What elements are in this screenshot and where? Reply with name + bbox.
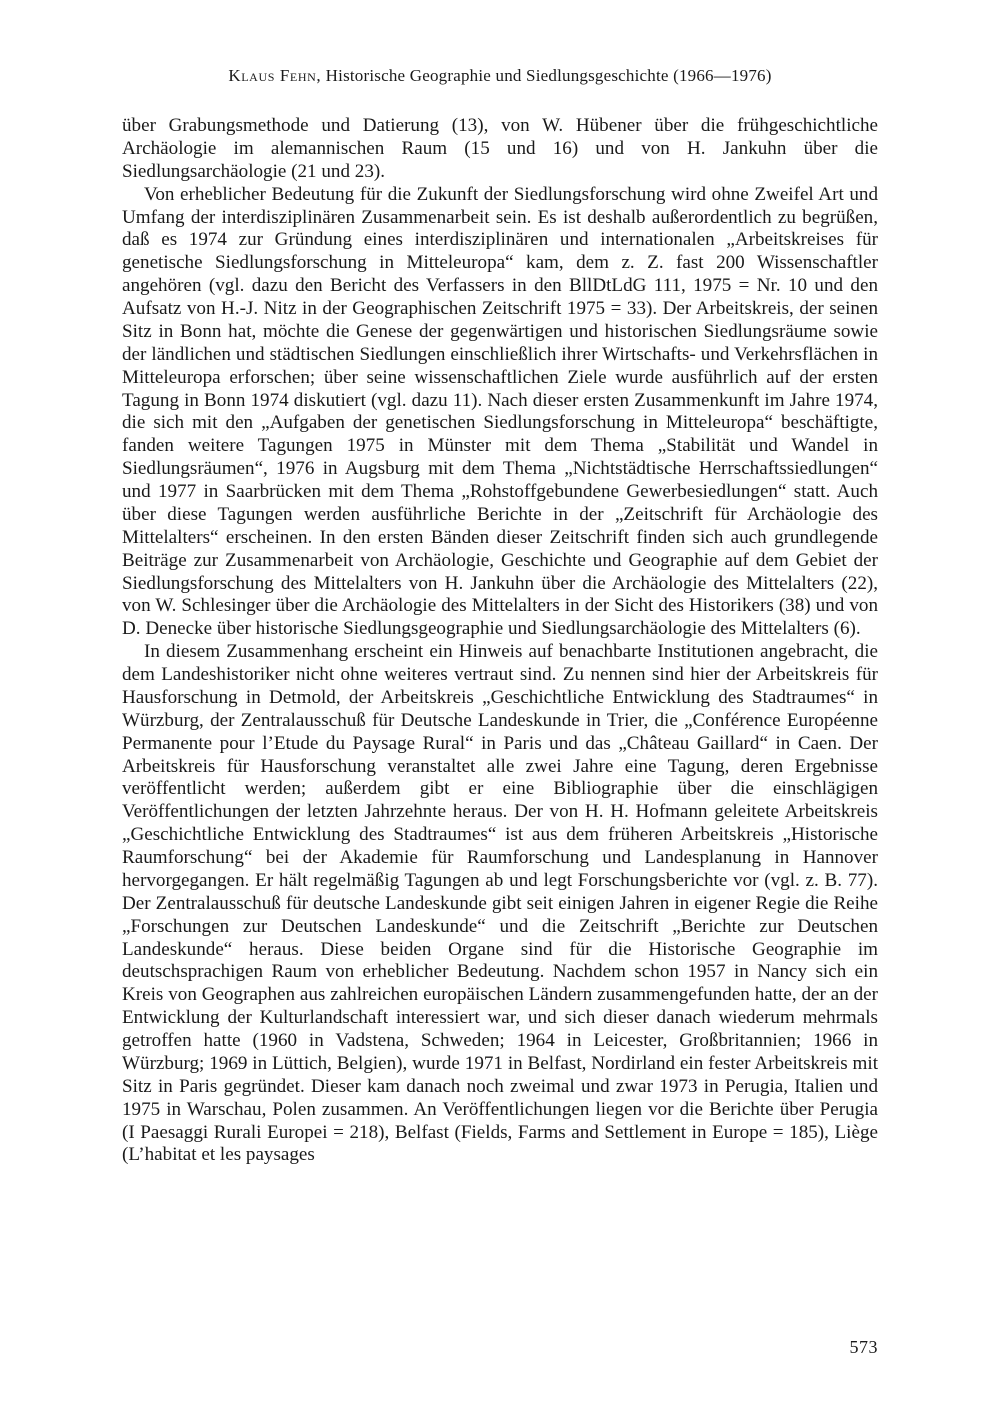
paragraph-continued: über Grabungsmethode und Datierung (13), von W. Hübener über die frühgeschichtliche Archäologie im alemannischen Raum (15 und 16) und von H. Jankuhn über die Siedlungsarchäologie (21 und 23). [122,115,878,182]
running-head-title: Historische Geographie und Siedlungsgeschichte (1966—1976) [321,66,772,85]
page-number: 573 [849,1337,878,1357]
running-head [122,66,878,86]
body-text [122,115,878,1167]
running-head-author: Klaus Fehn, [228,66,322,85]
paragraph-arbeitskreis: Von erheblicher Bedeutung für die Zukunft der Siedlungsforschung wird ohne Zweifel Art und Umfang der interdisziplinären Zusammenarbeit sein. Es ist deshalb außerordentlich zu begrüßen, daß es 1974 zur Gründung eines interdisziplinären und internationalen „Arbeitskreises für genetische Siedlungsforschung in Mitteleuropa“ kam, dem z. Z. fast 200 Wissenschaftler angehören (vgl. dazu den Bericht des Verfassers in den BllDtLdG 111, 1975 = Nr. 10 und den Aufsatz von H.-J. Nitz in der Geographischen Zeitschrift 1975 = 33). Der Arbeitskreis, der seinen Sitz in Bonn hat, möchte die Genese der gegenwärtigen und historischen Siedlungsräume sowie der ländlichen und städtischen Siedlungen einschließlich ihrer Wirtschafts- und Verkehrsflächen in Mitteleuropa erforschen; über seine wissenschaftlichen Ziele wurde ausführlich auf der ersten Tagung in Bonn 1974 diskutiert (vgl. dazu 11). Nach dieser ersten Zusammenkunft im Jahre 1974, die sich mit den „Aufgaben der genetischen Siedlungsforschung in Mitteleuropa“ beschäftigte, fanden weitere Tagungen 1975 in Münster mit dem Thema „Stabilität und Wandel in Siedlungsräumen“, 1976 in Augsburg mit dem Thema „Nichtstädtische Herrschaftssiedlungen“ und 1977 in Saarbrücken mit dem Thema „Rohstoffgebundene Gewerbesiedlungen“ statt. Auch über diese Tagungen werden ausführliche Berichte in der „Zeitschrift für Archäologie des Mittelalters“ erscheinen. In den ersten Bänden dieser Zeitschrift finden sich auch grundlegende Beiträge zur Zusammenarbeit von Archäologie, Geschichte und Geographie auf dem Gebiet der Siedlungsforschung des Mittelalters von H. Jankuhn über die Archäologie des Mittelalters (22), von W. Schlesinger über die Archäologie des Mittelalters in der Sicht des Historikers (38) und von D. Denecke über historische Siedlungsgeographie und Siedlungsarchäologie des Mittelalters (6). [122,183,878,640]
paragraph-institutionen: In diesem Zusammenhang erscheint ein Hinweis auf benachbarte Institutionen angebracht, die dem Landeshistoriker nicht ohne weiteres vertraut sind. Zu nennen sind hier der Arbeitskreis für Hausforschung in Detmold, der Arbeitskreis „Geschichtliche Entwicklung des Stadtraumes“ in Würzburg, der Zentralausschuß für Deutsche Landeskunde in Trier, die „Conférence Européenne Permanente pour l’Etude du Paysage Rural“ in Paris und das „Château Gaillard“ in Caen. Der Arbeitskreis für Hausforschung veranstaltet alle zwei Jahre eine Tagung, deren Ergebnisse veröffentlicht werden; außerdem gibt er eine Bibliographie über die einschlägigen Veröffentlichungen der letzten Jahrzehnte heraus. Der von H. H. Hofmann geleitete Arbeitskreis „Geschichtliche Entwicklung des Stadtraumes“ ist aus dem früheren Arbeitskreis „Historische Raumforschung“ bei der Akademie für Raumforschung und Landesplanung in Hannover hervorgegangen. Er hält regelmäßig Tagungen ab und legt Forschungsberichte vor (vgl. z. B. 77). Der Zentralausschuß für deutsche Landeskunde gibt seit einigen Jahren in eigener Regie die Reihe „Forschungen zur Deutschen Landeskunde“ und die Zeitschrift „Berichte zur Deutschen Landeskunde“ heraus. Diese beiden Organe sind für die Historische Geographie im deutschsprachigen Raum von erheblicher Bedeutung. Nachdem schon 1957 in Nancy sich ein Kreis von Geographen aus zahlreichen europäischen Ländern zusammengefunden hatte, der an der Entwicklung der Kulturlandschaft interessiert war, und sich dieser danach wiederum mehrmals getroffen hatte (1960 in Vadstena, Schweden; 1964 in Leicester, Großbritannien; 1966 in Würzburg; 1969 in Lüttich, Belgien), wurde 1971 in Belfast, Nordirland ein fester Arbeitskreis mit Sitz in Paris gegründet. Dieser kam danach noch zweimal und zwar 1973 in Perugia, Italien und 1975 in Warschau, Polen zusammen. An Veröffentlichungen liegen vor die Berichte über Perugia (I Paesaggi Rurali Europei = 218), Belfast (Fields, Farms and Settlement in Europe = 185), Liège (L’habitat et les paysages [122,641,878,1166]
